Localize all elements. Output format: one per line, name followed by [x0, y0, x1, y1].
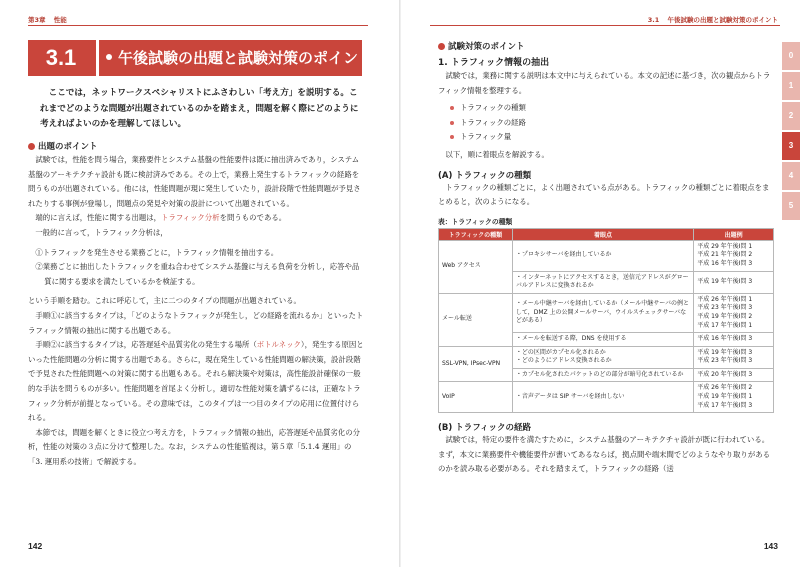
heading-traffic-extraction: 1. トラフィック情報の抽出	[438, 58, 550, 68]
table-header-row	[439, 228, 774, 240]
paragraph: 試験では，業務に関する説明は本文中に与えられている。本文の記述に基づき，次の観点からトラフィック情報を整理する。	[438, 71, 771, 95]
viewpoint-cell: ・メールを転送する際，DNS を使用する	[512, 333, 693, 347]
column-header: 出題例	[694, 228, 774, 240]
right-content	[438, 40, 774, 477]
viewpoint-cell: ・プロキシサーバを経由しているか	[512, 240, 693, 271]
paragraph: 手順①に該当するタイプは，「どのようなトラフィックが発生し，どの経路を流れるか」といったトラフィック情報の抽出に関する出題である。	[28, 310, 364, 335]
exam-reference: 平成 26 年午後Ⅰ問 2	[697, 384, 753, 392]
section-number: 3.1	[45, 45, 77, 70]
chapter-tabs	[782, 42, 800, 222]
viewpoint-cell: ・音声データは SIP サーバを経由しない	[512, 382, 693, 413]
viewpoint-cell: ・メール中継サーバを経由しているか（メール中継サーバの例として，DMZ 上の公開メールサーバ，ウイルスチェックサーバなどがある）	[512, 293, 693, 332]
paragraph: 一般的に言って，トラフィック分析は，	[35, 227, 168, 237]
heading-traffic-route: (B) トラフィックの経路	[438, 423, 532, 434]
viewpoint-cell: ・どの区間がカプセル化されるか ・どのようにアドレス変換されるか	[512, 346, 693, 368]
procedure-step-2: ②業務ごとに抽出したトラフィックを重ね合わせてシステム基盤に与える負荷を分析し，応答や品質に関する要求を満たしているかを検証する。	[35, 262, 360, 286]
header-rule	[28, 25, 368, 26]
text-span: ），発生する原因といった性能問題の分析に関する出題である。さらに，現在発生している性能問題の解決策，設計段階で予見された性能問題への対策に関する出題もある。それら解決策や対策は，高性能設計確保の一般的な手法を問うものが多い。性能問題を首尾よく分析し，適切な性能対策を講ずるには，正確なトラフィック分析が前提となっている。その意味では，このタイプは一つ目のタイプの応用に位置付けられる。	[28, 340, 364, 423]
section-ref-title: 午後試験の出題と試験対策のポイント	[667, 16, 778, 24]
chapter-title: 性能	[53, 16, 67, 24]
heading-exam-points	[28, 140, 98, 152]
table-caption: 表：トラフィックの種類	[438, 217, 513, 226]
procedure-step-1: ①トラフィックを発生させる業務ごとに，トラフィック情報を抽出する。	[35, 247, 279, 257]
paragraph: 本節では，問題を解くときに役立つ考え方を，トラフィック情報の抽出，応答遅延や品質劣化の分析，性能の対策の３点に分けて整理した。なお，システムの性能監視は，第５章「5.1.4 運用」の「3. 運用系の技術」で解説する。	[28, 427, 360, 466]
exam-reference: 平成 16 年午後Ⅰ問 3	[697, 335, 753, 343]
column-header: トラフィックの種類	[439, 228, 513, 240]
header-rule	[430, 25, 780, 26]
chapter-tab-4[interactable]: 4	[782, 162, 800, 190]
banner-divider	[96, 40, 99, 76]
heading-traffic-types: (A) トラフィックの種類	[438, 170, 532, 181]
lead-text: ここでは，ネットワークスペシャリストにふさわしい「考え方」を説明する。これまでどのような問題が出題されているのかを踏まえ，問題を解く際にどのように考えればよいのかを理解してほしい。	[40, 88, 359, 130]
exam-reference: 平成 17 年午後Ⅰ問 3	[697, 401, 753, 409]
traffic-type-cell: Web アクセス	[439, 240, 513, 293]
list-item	[438, 101, 774, 116]
example-cell	[694, 346, 774, 368]
paragraph	[28, 211, 364, 226]
heading-text: 試験対策のポイント	[448, 42, 525, 52]
bullet-dot-icon	[450, 135, 454, 139]
running-head-left	[28, 15, 67, 24]
example-cell	[694, 382, 774, 413]
keyword-bottleneck: ボトルネック	[256, 340, 301, 350]
example-cell	[694, 240, 774, 271]
example-cell	[694, 271, 774, 293]
chapter-tab-3[interactable]: 3	[782, 132, 800, 160]
lead-paragraph	[40, 86, 362, 133]
traffic-type-cell: メール転送	[439, 293, 513, 346]
list-item-text: トラフィックの種類	[460, 103, 526, 113]
table-row	[439, 382, 774, 413]
heading-bullet-icon	[28, 143, 35, 150]
text-span: を問うものである。	[219, 213, 287, 223]
column-header: 着眼点	[512, 228, 693, 240]
text-span: 端的に言えば，性能に関する出題は，	[35, 213, 162, 223]
exam-reference: 平成 16 年午後Ⅰ問 3	[697, 259, 753, 267]
right-body-route	[438, 433, 774, 477]
section-banner	[28, 40, 374, 76]
chapter-label: 第3章	[28, 16, 46, 24]
right-body-top	[438, 69, 774, 163]
list-item	[438, 130, 774, 145]
traffic-types-table	[438, 228, 774, 414]
table-row	[439, 346, 774, 368]
table-row	[439, 240, 774, 271]
exam-reference: 平成 23 年午後Ⅰ問 3	[697, 304, 753, 312]
right-page	[400, 0, 800, 567]
paragraph	[28, 338, 364, 426]
running-head-right	[648, 15, 778, 24]
keyword-traffic-analysis: トラフィック分析	[161, 213, 220, 223]
text-span: 手順②に該当するタイプは，応答遅延や品質劣化の発生する場所（	[35, 340, 257, 350]
left-body	[28, 153, 364, 469]
section-title: 午後試験の出題と試験対策のポイント	[118, 49, 374, 67]
list-item	[438, 116, 774, 131]
exam-reference: 平成 21 年午後Ⅰ問 2	[697, 251, 753, 259]
paragraph: という手順を踏む。これに呼応して，主に二つのタイプの問題が出題されている。	[28, 296, 301, 306]
exam-reference: 平成 17 年午後Ⅰ問 1	[697, 321, 753, 329]
example-cell	[694, 293, 774, 332]
bullet-dot-icon	[450, 121, 454, 125]
table-row	[439, 293, 774, 332]
list-item-text: トラフィック量	[460, 132, 512, 142]
banner-dot	[106, 54, 112, 60]
section-ref: 3.1	[647, 16, 660, 24]
chapter-tab-0[interactable]: 0	[782, 42, 800, 70]
paragraph: トラフィックの種類ごとに，よく出題されている点がある。トラフィックの種類ごとに着眼点をまとめると，次のようになる。	[438, 182, 770, 207]
heading-exam-measures	[438, 40, 774, 52]
traffic-type-cell: VoIP	[439, 382, 513, 413]
exam-reference: 平成 19 年午後Ⅰ問 2	[697, 312, 753, 320]
heading-bullet-icon	[438, 43, 445, 50]
paragraph: 試験では，性能を問う場合，業務要件とシステム基盤の性能要件は既に抽出済みであり，システム基盤のアーキテクチャ設計も既に検討済みである。その上で，業務上発生するトラフィックの経路を問うものが出題されている。他には，性能問題が現に発生していたり，設計段階で性能問題が予見されたりする事例が登場し，問題点の発見や対策の設計について出題されている。	[28, 155, 361, 208]
exam-reference: 平成 23 年午後Ⅰ問 3	[697, 357, 753, 365]
traffic-type-cell: SSL-VPN, IPsec-VPN	[439, 346, 513, 382]
page-number-right: 143	[763, 541, 778, 551]
paragraph: 試験では，特定の要件を満たすために，システム基盤のアーキテクチャ設計が既に行われている。まず，本文に業務要件や機能要件が書いてあるならば，拠点間や端末間でどのようなやり取りがあるのかを読み取る必要がある。それを踏まえて，トラフィックの経路（送	[438, 435, 770, 474]
heading-text: 出題のポイント	[38, 142, 98, 152]
chapter-tab-2[interactable]: 2	[782, 102, 800, 130]
example-cell	[694, 333, 774, 347]
exam-reference: 平成 19 年午後Ⅰ問 1	[697, 393, 753, 401]
paragraph: 以下，順に着眼点を解説する。	[445, 149, 549, 159]
viewpoint-cell: ・カプセル化されたパケットのどの部分が暗号化されているか	[512, 368, 693, 382]
exam-reference: 平成 26 年午後Ⅰ問 1	[697, 295, 753, 303]
viewpoint-list	[438, 101, 774, 145]
list-item-text: トラフィックの経路	[460, 117, 526, 127]
exam-reference: 平成 19 年午後Ⅰ問 3	[697, 348, 753, 356]
chapter-tab-5[interactable]: 5	[782, 192, 800, 220]
exam-reference: 平成 20 年午後Ⅰ問 3	[697, 370, 753, 378]
page-number-left: 142	[28, 541, 43, 551]
exam-reference: 平成 19 年午後Ⅰ問 3	[697, 277, 753, 285]
bullet-dot-icon	[450, 106, 454, 110]
right-body-types	[438, 181, 774, 210]
viewpoint-cell: ・インターネットにアクセスするとき，送信元アドレスがグローバルアドレスに変換されるか	[512, 271, 693, 293]
example-cell	[694, 368, 774, 382]
table-body	[439, 240, 774, 413]
chapter-tab-1[interactable]: 1	[782, 72, 800, 100]
exam-reference: 平成 29 年午後Ⅰ問 1	[697, 242, 753, 250]
